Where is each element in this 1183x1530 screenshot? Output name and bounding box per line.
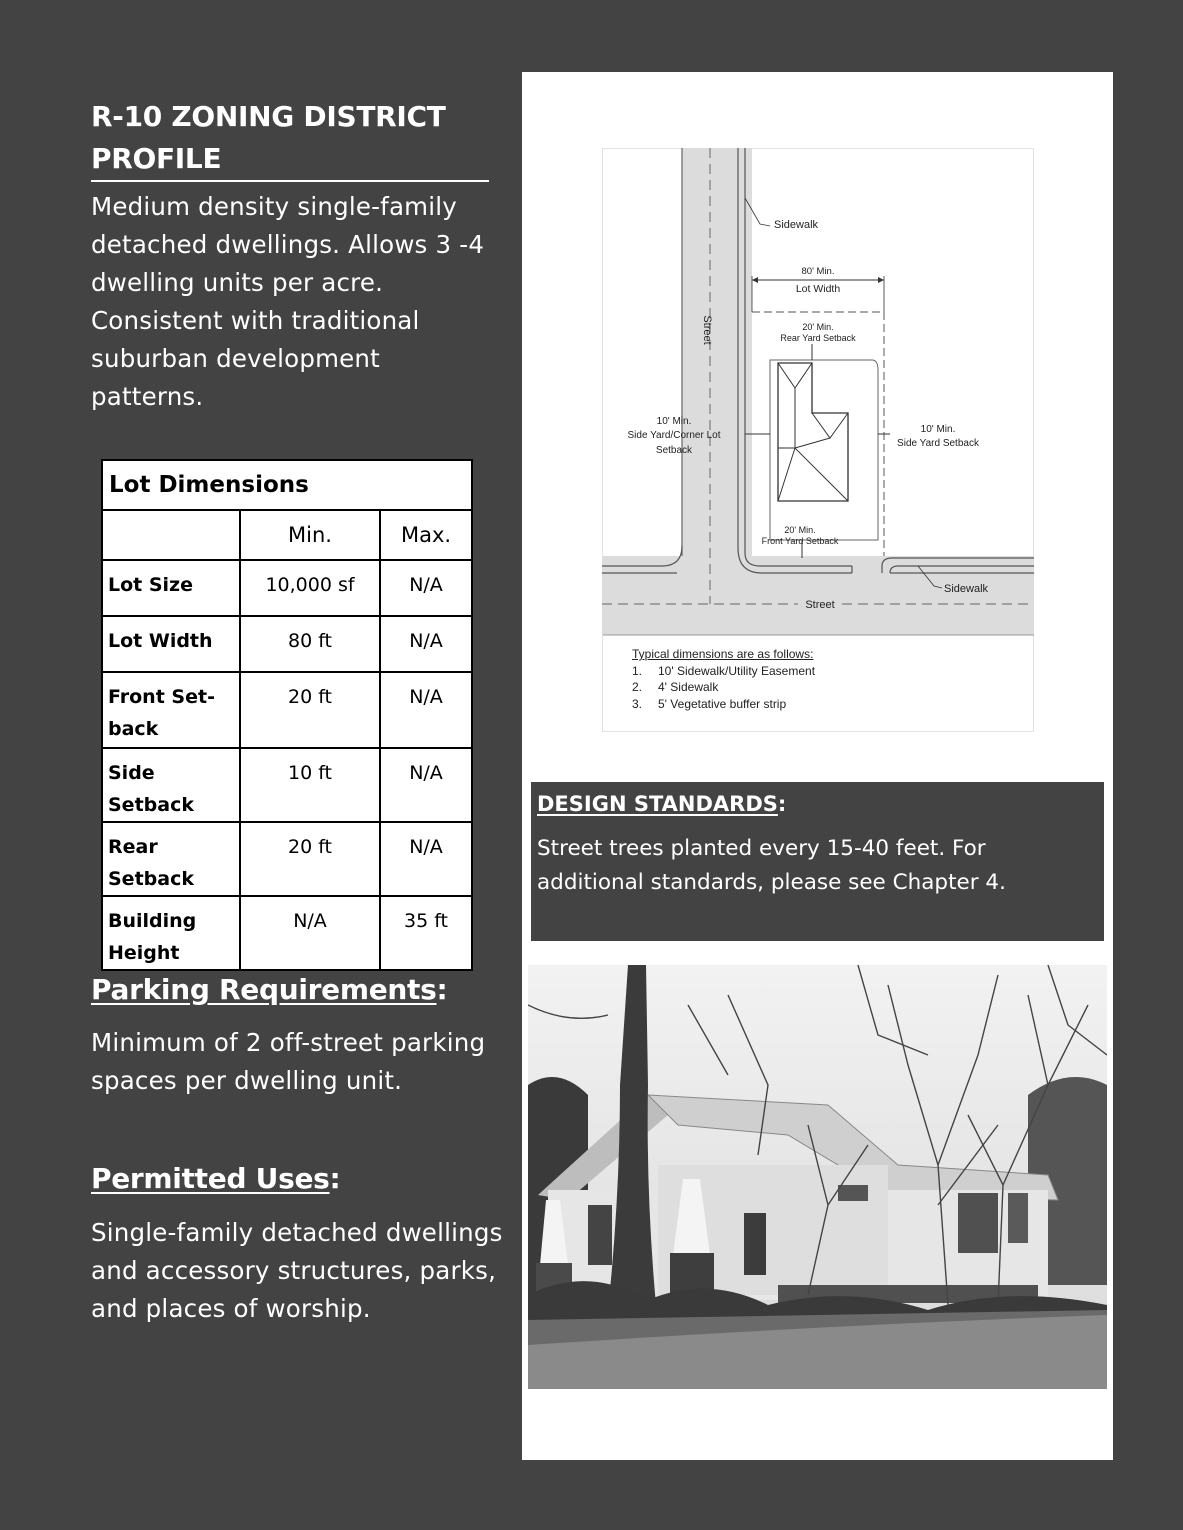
table-header-empty xyxy=(102,510,240,560)
diagram-label: 80' Min. xyxy=(801,266,835,277)
diagram-notes xyxy=(632,646,815,712)
row-max: N/A xyxy=(380,560,472,616)
row-label-line: back xyxy=(108,718,159,740)
design-line: additional standards, please see Chapter 4. xyxy=(537,870,1006,895)
diagram-label: Front Yard Setback xyxy=(761,536,839,546)
table-header-min: Min. xyxy=(240,510,380,560)
design-line: Street trees planted every 15-40 feet. For xyxy=(537,836,986,861)
site-plan-diagram xyxy=(602,148,1034,732)
uses-line: and places of worship. xyxy=(91,1294,371,1323)
row-min: 20 ft xyxy=(240,822,380,896)
table-row xyxy=(102,822,472,896)
title-line-1: R-10 ZONING DISTRICT xyxy=(91,100,446,133)
parking-line: Minimum of 2 off-street parking xyxy=(91,1028,486,1057)
uses-heading xyxy=(91,1162,340,1195)
diagram-label: Rear Yard Setback xyxy=(780,333,856,343)
diagram-label: Setback xyxy=(655,445,693,456)
row-min: 80 ft xyxy=(240,616,380,672)
intro-line: detached dwellings. Allows 3 -4 xyxy=(91,230,485,259)
table-row xyxy=(102,560,472,616)
intro-line: Medium density single-family xyxy=(91,192,457,221)
row-max: N/A xyxy=(380,748,472,822)
intro-line: Consistent with traditional xyxy=(91,306,420,335)
parking-heading-colon: : xyxy=(436,973,448,1006)
diagram-label: 10' Min. xyxy=(656,416,692,427)
row-max: N/A xyxy=(380,616,472,672)
diagram-label: Lot Width xyxy=(795,283,841,295)
diagram-label: Side Yard Setback xyxy=(897,438,979,449)
note-text: 10' Sidewalk/Utility Easement xyxy=(658,663,816,678)
row-label: Lot Width xyxy=(102,616,240,672)
craftsman-house-photo xyxy=(528,965,1107,1389)
right-panel xyxy=(522,72,1113,1460)
uses-heading-colon: : xyxy=(329,1162,341,1195)
row-label-line: Height xyxy=(108,942,180,964)
row-label xyxy=(102,672,240,748)
table-row xyxy=(102,672,472,748)
uses-line: Single-family detached dwellings xyxy=(91,1218,503,1247)
note-number: 2. xyxy=(632,680,643,694)
row-min: 10 ft xyxy=(240,748,380,822)
list-item xyxy=(632,679,815,696)
page-title xyxy=(91,96,489,182)
row-label xyxy=(102,896,240,970)
notes-title: Typical dimensions are as follows: xyxy=(632,647,814,661)
parking-paragraph xyxy=(91,1024,511,1100)
diagram-label: Street xyxy=(701,315,713,345)
uses-heading-text: Permitted Uses xyxy=(91,1162,330,1195)
design-heading-text: DESIGN STANDARDS xyxy=(537,792,778,816)
row-max: N/A xyxy=(380,822,472,896)
row-label-line: Building xyxy=(108,910,197,932)
design-standards-box xyxy=(531,782,1104,941)
note-number: 1. xyxy=(632,663,643,678)
table-header-max: Max. xyxy=(380,510,472,560)
row-min: 20 ft xyxy=(240,672,380,748)
row-min: 10,000 sf xyxy=(240,560,380,616)
row-label-line: Front Set- xyxy=(108,686,215,708)
uses-line: and accessory structures, parks, xyxy=(91,1256,497,1285)
list-item xyxy=(632,663,815,680)
parking-heading-text: Parking Requirements xyxy=(91,973,437,1006)
row-max: N/A xyxy=(380,672,472,748)
row-label: Side Setback xyxy=(102,748,240,822)
note-text: 4' Sidewalk xyxy=(658,680,719,694)
intro-line: dwelling units per acre. xyxy=(91,268,384,297)
parking-line: spaces per dwelling unit. xyxy=(91,1066,403,1095)
row-max: 35 ft xyxy=(380,896,472,970)
diagram-label: 20' Min. xyxy=(802,322,834,332)
row-label: Lot Size xyxy=(102,560,240,616)
table-row xyxy=(102,748,472,822)
lot-dimensions-table xyxy=(101,459,473,971)
table-row xyxy=(102,896,472,970)
note-number: 3. xyxy=(632,696,643,711)
diagram-label: 20' Min. xyxy=(784,525,816,535)
design-paragraph xyxy=(537,832,1097,900)
diagram-label: Sidewalk xyxy=(774,219,819,231)
uses-paragraph xyxy=(91,1214,521,1328)
design-heading-colon: : xyxy=(777,792,787,816)
diagram-label: Side Yard/Corner Lot xyxy=(627,430,721,441)
intro-line: suburban development xyxy=(91,344,380,373)
title-line-2: PROFILE xyxy=(91,142,222,175)
intro-line: patterns. xyxy=(91,382,204,411)
diagram-label: 10' Min. xyxy=(920,424,956,435)
diagram-label: Street xyxy=(805,599,835,611)
table-caption: Lot Dimensions xyxy=(102,460,472,510)
row-min: N/A xyxy=(240,896,380,970)
diagram-label: Sidewalk xyxy=(944,583,989,595)
table-row xyxy=(102,616,472,672)
parking-heading xyxy=(91,973,447,1006)
row-label: Rear Setback xyxy=(102,822,240,896)
list-item xyxy=(632,696,815,713)
note-text: 5' Vegetative buffer strip xyxy=(658,696,787,711)
intro-paragraph xyxy=(91,188,511,416)
design-heading xyxy=(537,792,786,816)
